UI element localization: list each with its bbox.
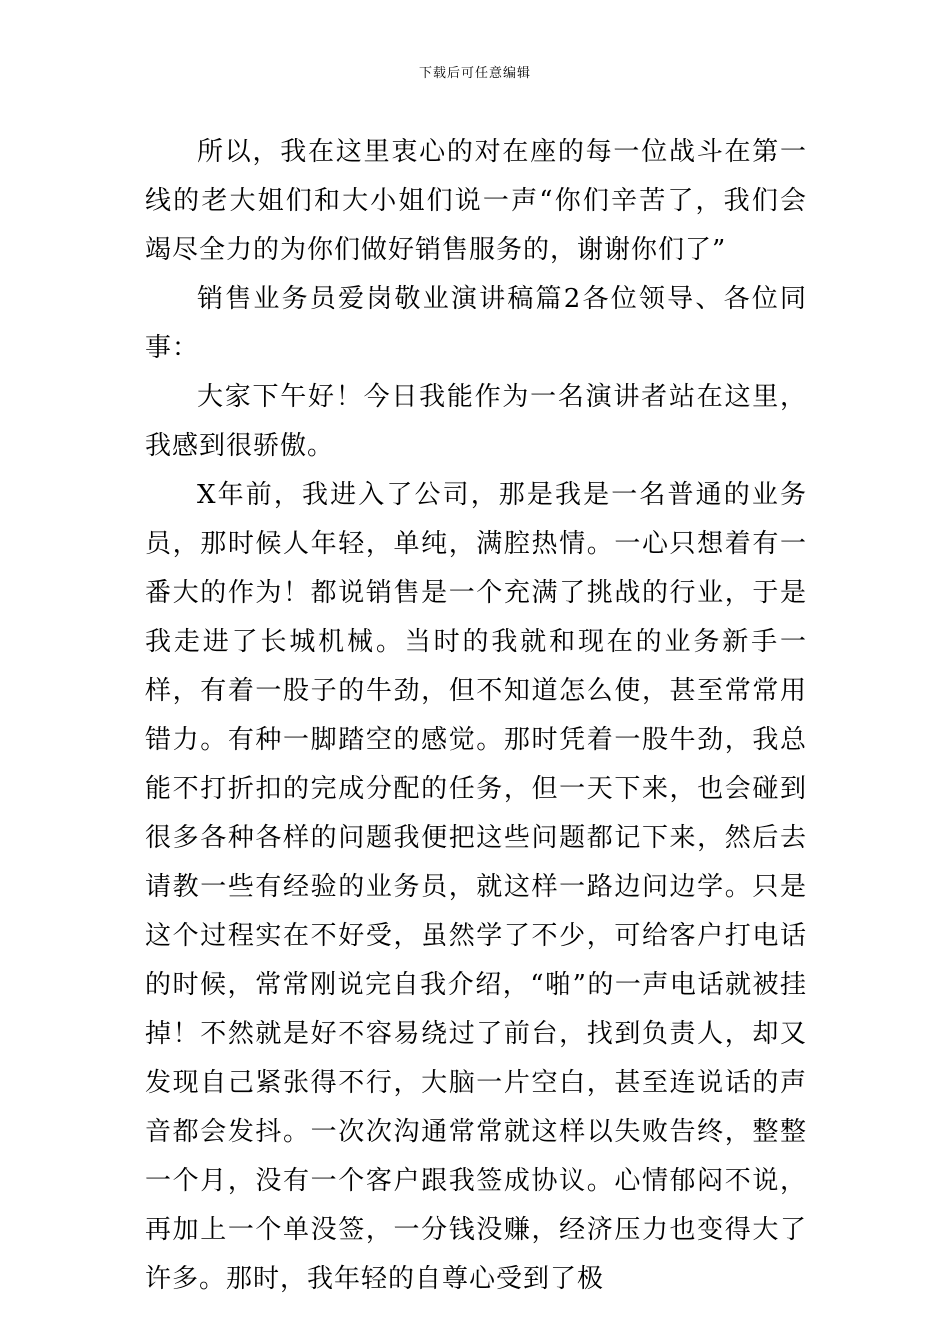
paragraph-story: X年前，我进入了公司，那是我是一名普通的业务员，那时候人年轻，单纯，满腔热情。一心只想着有一番大的作为！都说销售是一个充满了挑战的行业，于是我走进了长城机械。当时的我就和现在的业务新手一样，有着一股子的牛劲，但不知道怎么使，甚至常常用错力。有种一脚踏空的感觉。那时凭着一股牛劲，我总能不打折扣的完成分配的任务，但一天下来，也会碰到很多各种各样的问题我便把这些问题都记下来，然后去请教一些有经验的业务员，就这样一路边问边学。只是这个过程实在不好受，虽然学了不少，可给客户打电话的时候，常常刚说完自我介绍，“啪”的一声电话就被挂掉！不然就是好不容易绕过了前台，找到负责人，却又发现自己紧张得不行，大脑一片空白，甚至连说话的声音都会发抖。一次次沟通常常就这样以失败告终，整整一个月，没有一个客户跟我签成协议。心情郁闷不说，再加上一个单没签，一分钱没赚，经济压力也变得大了许多。那时，我年轻的自尊心受到了极 — [145, 480, 807, 1294]
paragraph-closing-thanks: 所以，我在这里衷心的对在座的每一位战斗在第一线的老大姐们和大小姐们说一声“你们辛苦了，我们会竭尽全力的为你们做好销售服务的，谢谢你们了” — [145, 137, 807, 265]
paragraph-speech-title: 销售业务员爱岗敬业演讲稿篇2各位领导、各位同事： — [145, 284, 807, 363]
page-header-note: 下载后可任意编辑 — [418, 66, 531, 81]
paragraph-greeting: 大家下午好！今日我能作为一名演讲者站在这里，我感到很骄傲。 — [145, 382, 807, 461]
document-body — [145, 128, 807, 1304]
